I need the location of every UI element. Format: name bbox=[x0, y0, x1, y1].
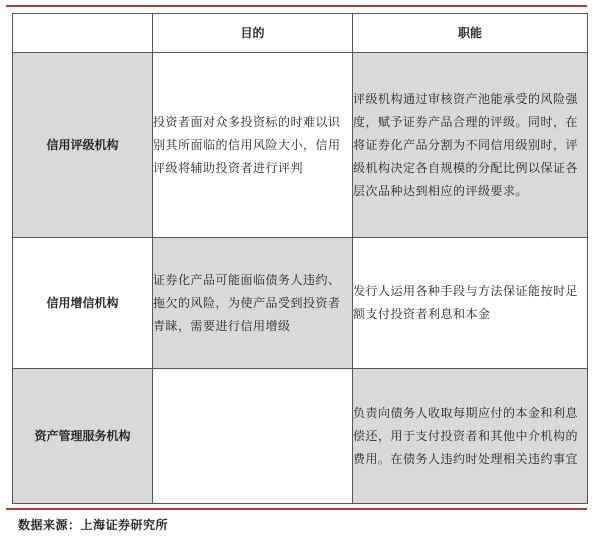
purpose-cell bbox=[153, 238, 353, 369]
function-cell bbox=[353, 238, 588, 369]
function-text: 负责向债务人收取每期应付的本金和利息偿还，用于支付投资者和其他中介机构的费用。在债务人违约时处理相关违约事宜 bbox=[353, 405, 579, 466]
row-label-asset-servicing: 资产管理服务机构 bbox=[13, 369, 153, 504]
purpose-text: 投资者面对众多投资标的时难以识别其所面临的信用风险大小，信用评级将辅助投资者进行评判 bbox=[153, 114, 341, 175]
header-cell-function: 职能 bbox=[353, 14, 588, 53]
purpose-text: 证券化产品可能面临债务人违约、拖欠的风险，为使产品受到投资者青睐，需要进行信用增级 bbox=[153, 272, 341, 333]
table-row bbox=[13, 238, 588, 369]
function-cell bbox=[353, 53, 588, 238]
purpose-cell bbox=[153, 369, 353, 504]
table-row bbox=[13, 53, 588, 238]
table-row bbox=[13, 369, 588, 504]
row-label-credit-rating: 信用评级机构 bbox=[13, 53, 153, 238]
bottom-accent-rule bbox=[6, 508, 587, 510]
row-label-credit-enhancement: 信用增信机构 bbox=[13, 238, 153, 369]
header-cell-blank bbox=[13, 14, 153, 53]
source-note: 数据来源：上海证券研究所 bbox=[18, 518, 169, 532]
table-header-row bbox=[13, 14, 588, 53]
function-text: 发行人运用各种手段与方法保证能按时足额支付投资者利息和本金 bbox=[353, 284, 579, 321]
function-cell bbox=[353, 369, 588, 504]
top-accent-rule bbox=[6, 5, 587, 7]
comparison-table bbox=[12, 13, 588, 504]
function-text: 评级机构通过审核资产池能承受的风险强度，赋予证券产品合理的评级。同时，在将证券化产品分割为不同信用级别时，评级机构决定各自规模的分配比例以保证各层次品种达到相应的评级要求。 bbox=[353, 91, 579, 198]
header-cell-purpose: 目的 bbox=[153, 14, 353, 53]
purpose-cell bbox=[153, 53, 353, 238]
